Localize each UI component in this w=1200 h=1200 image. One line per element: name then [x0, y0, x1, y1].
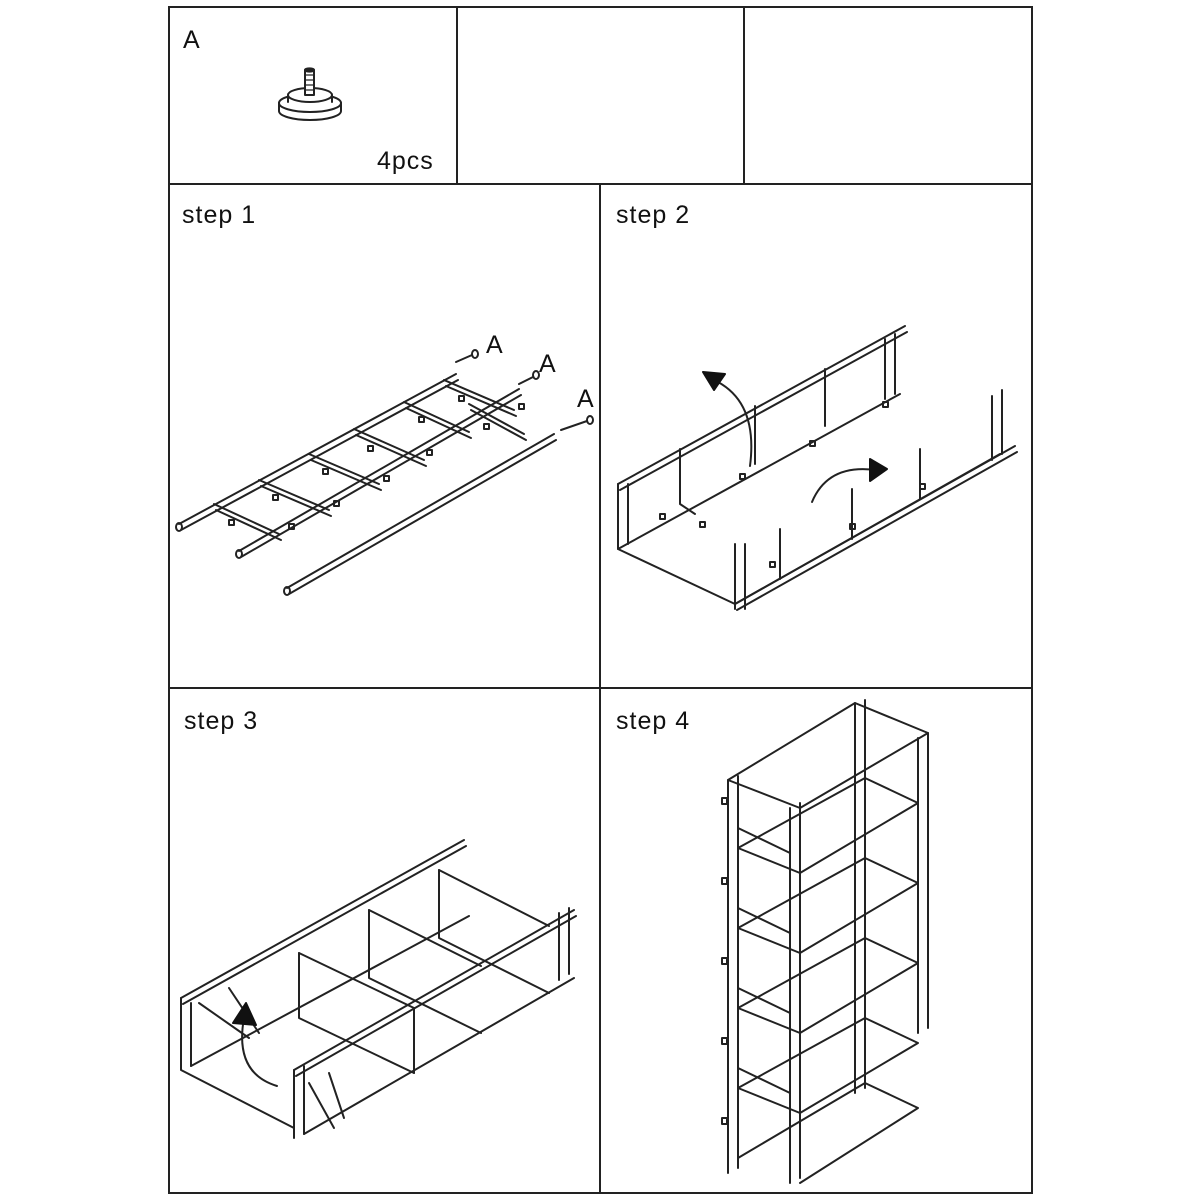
step-4-panel	[600, 688, 1032, 1193]
part-quantity: 4pcs	[377, 147, 434, 175]
parts-cell-empty-1	[457, 7, 744, 184]
step-2-label: step 2	[616, 201, 691, 229]
step-1-panel	[169, 184, 600, 688]
step-3-label: step 3	[184, 707, 259, 735]
step-1-label: step 1	[182, 201, 257, 229]
parts-cell-a	[169, 7, 457, 184]
parts-cell-empty-2	[744, 7, 1032, 184]
callout-a-1: A	[486, 331, 504, 359]
step-2-panel	[600, 184, 1032, 688]
part-letter: A	[183, 26, 201, 54]
callout-a-3: A	[577, 385, 595, 413]
step-4-illustration	[600, 688, 1032, 1193]
step-3-panel	[169, 688, 600, 1193]
step-1-illustration	[169, 184, 600, 688]
callout-a-2: A	[539, 350, 557, 378]
step-3-illustration	[169, 688, 600, 1193]
step-4-label: step 4	[616, 707, 691, 735]
step-2-illustration	[600, 184, 1032, 688]
